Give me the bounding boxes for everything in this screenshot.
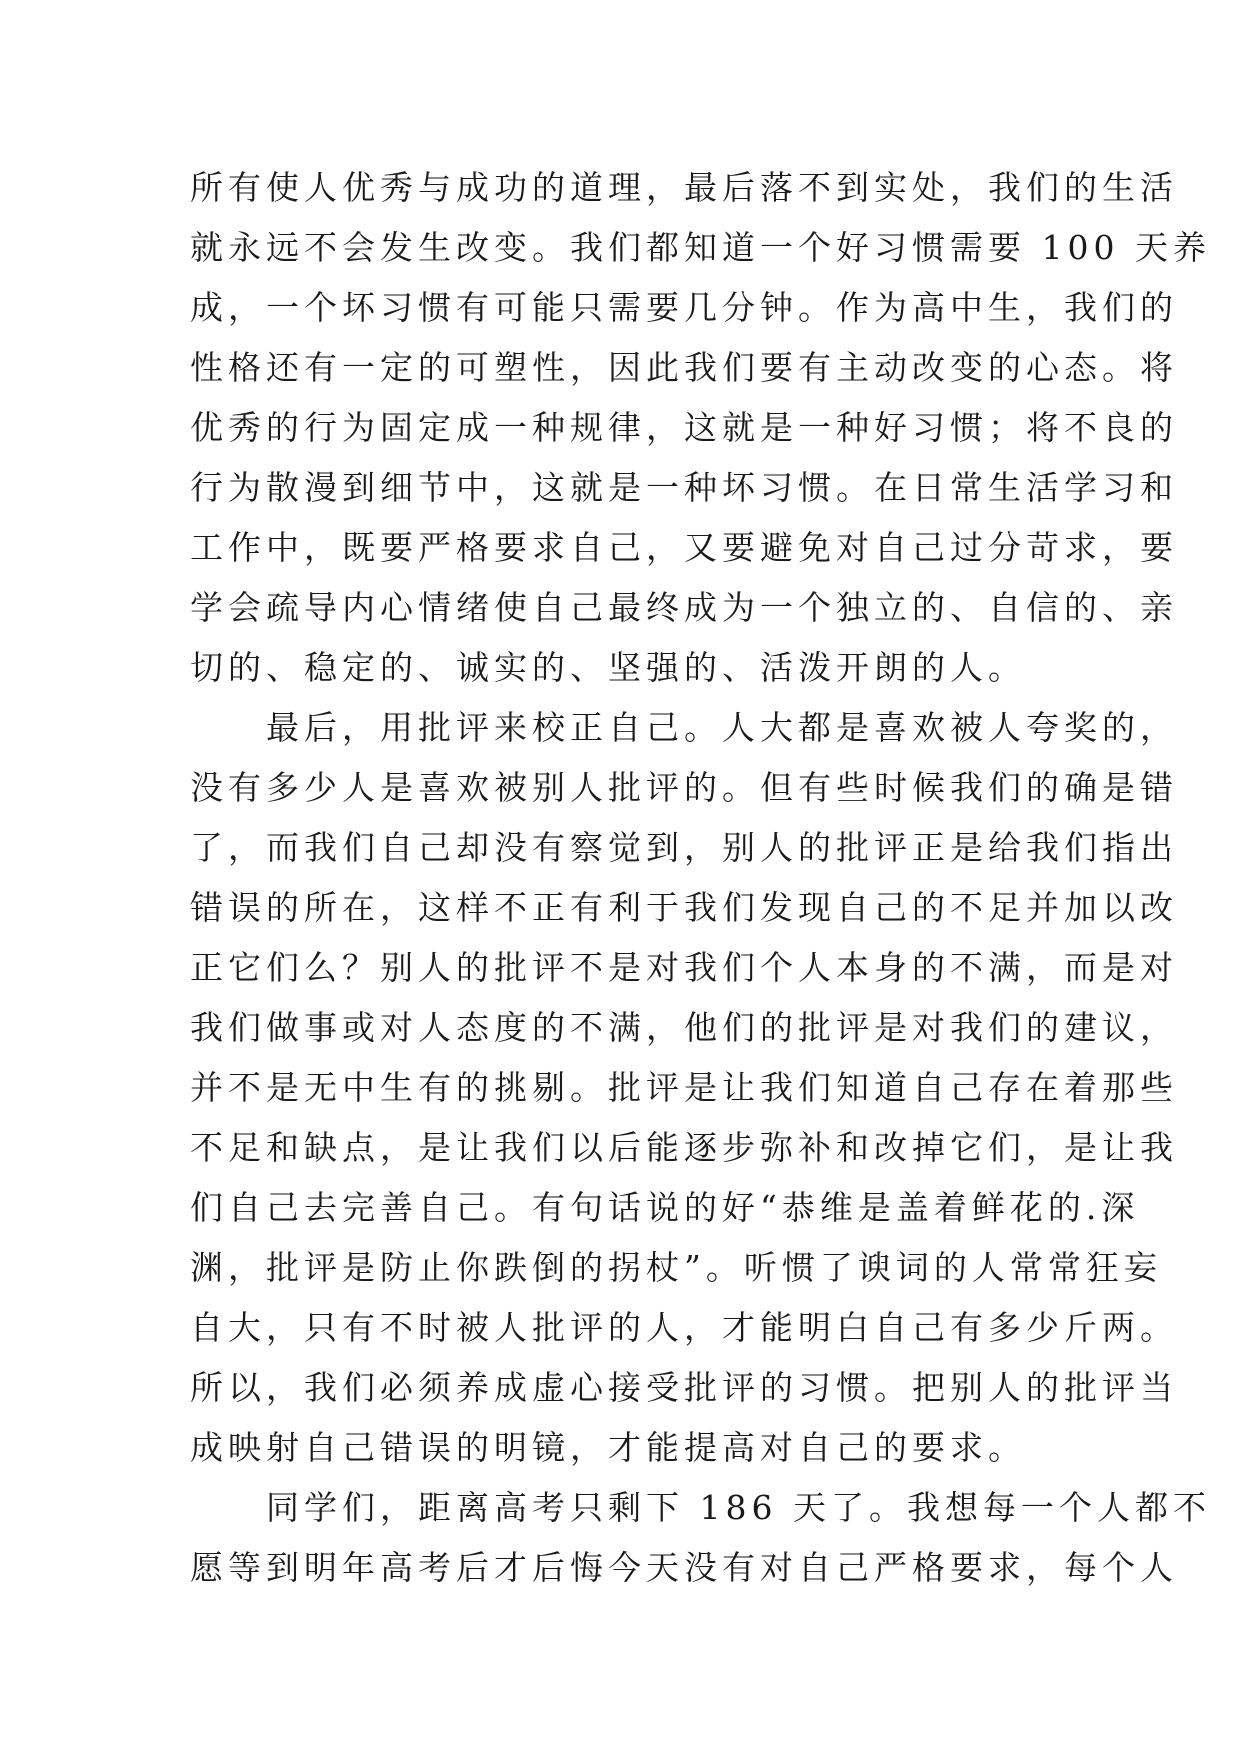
text-line: 成，一个坏习惯有可能只需要几分钟。作为高中生，我们的 [190, 288, 1178, 327]
text-line: 性格还有一定的可塑性，因此我们要有主动改变的心态。将 [190, 348, 1178, 387]
text-line: 渊，批评是防止你跌倒的拐杖”。听惯了谀词的人常常狂妄 [190, 1248, 1162, 1287]
body-text [190, 158, 1211, 1598]
paragraph-start-line: 同学们，距离高考只剩下 186 天了。我想每一个人都不 [190, 1488, 1211, 1527]
text-line: 工作中，既要严格要求自己，又要避免对自己过分苛求，要 [190, 528, 1178, 567]
text-line: 所有使人优秀与成功的道理，最后落不到实处，我们的生活 [190, 168, 1178, 207]
text-line: 优秀的行为固定成一种规律，这就是一种好习惯；将不良的 [190, 408, 1178, 447]
text-line: 所以，我们必须养成虚心接受批评的习惯。把别人的批评当 [190, 1368, 1178, 1407]
text-line: 自大，只有不时被人批评的人，才能明白自己有多少斤两。 [190, 1308, 1178, 1347]
text-line: 正它们么？别人的批评不是对我们个人本身的不满，而是对 [190, 948, 1178, 987]
text-line: 了，而我们自己却没有察觉到，别人的批评正是给我们指出 [190, 828, 1178, 867]
text-line: 我们做事或对人态度的不满，他们的批评是对我们的建议， [190, 1008, 1178, 1047]
text-line: 并不是无中生有的挑剔。批评是让我们知道自己存在着那些 [190, 1068, 1178, 1107]
text-line: 错误的所在，这样不正有利于我们发现自己的不足并加以改 [190, 888, 1178, 927]
text-line: 愿等到明年高考后才后悔今天没有对自己严格要求，每个人 [190, 1548, 1178, 1587]
text-line: 不足和缺点，是让我们以后能逐步弥补和改掉它们，是让我 [190, 1128, 1178, 1167]
text-line: 没有多少人是喜欢被别人批评的。但有些时候我们的确是错 [190, 768, 1178, 807]
text-line: 行为散漫到细节中，这就是一种坏习惯。在日常生活学习和 [190, 468, 1178, 507]
text-line: 就永远不会发生改变。我们都知道一个好习惯需要 100 天养 [190, 228, 1211, 267]
paragraph-start-line: 最后，用批评来校正自己。人大都是喜欢被人夸奖的， [190, 708, 1178, 747]
text-line: 们自己去完善自己。有句话说的好“恭维是盖着鲜花的.深 [190, 1188, 1140, 1227]
text-line: 切的、稳定的、诚实的、坚强的、活泼开朗的人。 [190, 648, 1026, 687]
text-line: 成映射自己错误的明镜，才能提高对自己的要求。 [190, 1428, 1026, 1467]
text-line: 学会疏导内心情绪使自己最终成为一个独立的、自信的、亲 [190, 588, 1178, 627]
